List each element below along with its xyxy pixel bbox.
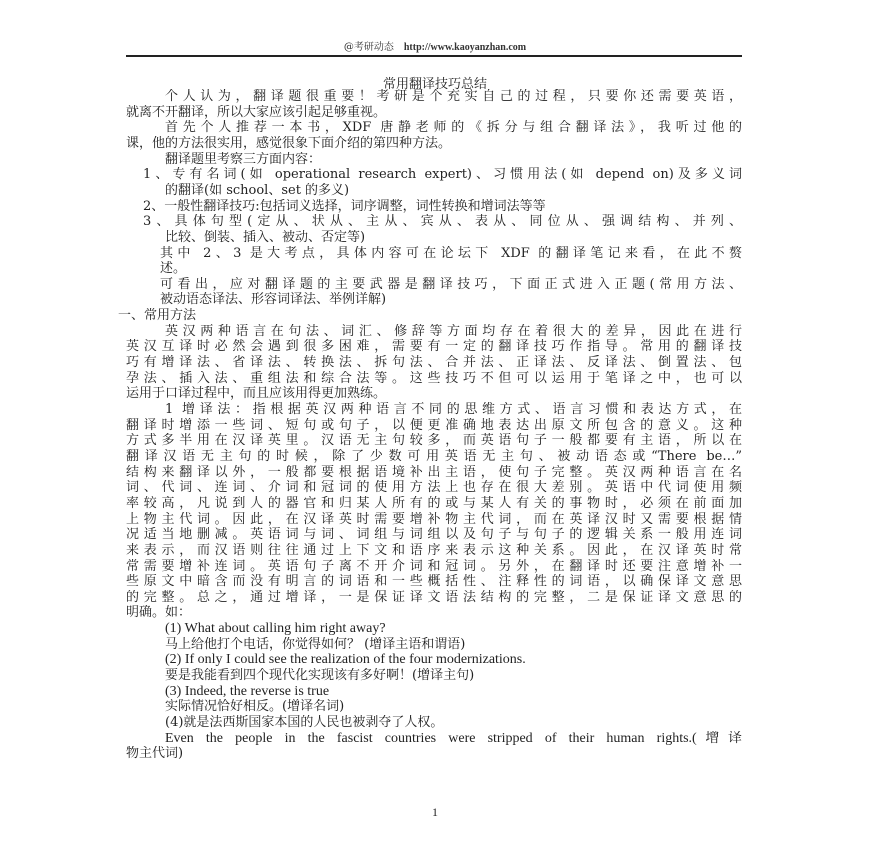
text-line: 实际情况恰好相反。(增译名词) — [165, 699, 345, 715]
text-line: 英汉两种语言在句法、词汇、修辞等方面均存在着很大的差异，因此在进行 — [165, 323, 742, 339]
text-line: 的完整。总之，通过增译，一是保证译文语法结构的完整，二是保证译文意思的 — [126, 589, 742, 605]
text-line: 英汉互译时必然会遇到很多困难，需要有一定的翻译技巧作指导。常用的翻译技 — [126, 339, 742, 355]
page-number: 1 — [432, 805, 438, 819]
text-line: 3、具体句型(定从、状从、主从、宾从、表从、同位从、强调结构、并列、 — [143, 214, 742, 230]
text-line: 常需要增补连词。英语句子离不开介词和冠词。另外，在翻译时还要注意增补一 — [126, 558, 742, 574]
text-line: (4)就是法西斯国家本国的人民也被剥夺了人权。 — [165, 715, 444, 730]
text-line: 来表示，而汉语则往往通过上下文和语序来表示这种关系。因此，在汉译英时常 — [126, 542, 742, 558]
text-line: 个人认为，翻译题很重要！考研是个充实自己的过程，只要你还需要英语， — [165, 89, 742, 104]
text-line: 率较高，凡说到人的器官和归某人所有的或与某人有关的事物时，必须在前面加 — [126, 495, 742, 511]
text-line: 况适当地删减。英语词与词、词组与词组以及句子与句子的逻辑关系一般用连词 — [126, 527, 742, 543]
text-line: 翻译汉语无主句的时候，除了少数可用英语无主句、被动语态或“There be…” — [126, 448, 742, 464]
text-line: 巧有增译法、省译法、转换法、拆句法、合并法、正译法、反译法、倒置法、包 — [126, 355, 742, 371]
text-line: 运用于口译过程中，而且应该用得更加熟练。 — [126, 386, 387, 402]
header-site: @考研动态 — [343, 42, 394, 53]
text-line: 物主代词) — [126, 746, 184, 762]
header-rule — [126, 55, 742, 57]
text-line: (2) If only I could see the realization of the four modernizations. — [165, 652, 526, 668]
header-url[interactable]: http://www.kaoyanzhan.com — [403, 42, 527, 53]
text-line: 被动语态译法、形容词译法、举例详解) — [160, 292, 387, 308]
text-line: 比较、倒装、插入、被动、否定等) — [165, 229, 366, 245]
text-line: (1) What about calling him right away? — [165, 621, 386, 637]
text-line: 首先个人推荐一本书，XDF 唐静老师的《拆分与组合翻译法》，我听过他的 — [165, 120, 742, 136]
document-title: 常用翻译技巧总结 — [382, 77, 487, 92]
text-line: 些原文中暗含而没有明言的词语和一些概括性、注释性的词语，以确保译文意思 — [126, 574, 742, 590]
text-line: Even the people in the fascist countries were stripped of their human rights.(增译 — [165, 730, 742, 746]
text-line: 翻译时增添一些词、短句或句子，以便更准确地表达出原文所包含的意义。这种 — [126, 417, 742, 433]
text-line: 就离不开翻译，所以大家应该引起足够重视。 — [126, 104, 387, 120]
text-line: 可看出，应对翻译题的主要武器是翻译技巧，下面正式进入正题(常用方法、 — [160, 276, 742, 292]
text-line: 马上给他打个电话，你觉得如何？ (增译主语和谓语) — [165, 636, 466, 652]
page-header — [0, 38, 870, 53]
text-line: 要是我能看到四个现代化实现该有多好啊！(增译主句) — [165, 668, 475, 684]
text-line: 明确。如： — [126, 605, 192, 621]
text-line: 其中 2、3 是大考点，具体内容可在论坛下 XDF 的翻译笔记来看，在此不赘 — [160, 245, 742, 261]
text-line: 一、常用方法 — [118, 308, 197, 324]
text-line: 翻译题里考察三方面内容： — [165, 151, 322, 167]
text-line: (3) Indeed, the reverse is true — [165, 683, 330, 699]
text-line: 的翻译(如 school、set 的多义) — [165, 182, 350, 198]
text-line: 方式多半用在汉译英里。汉语无主句较多，而英语句子一般都要有主语，所以在 — [126, 433, 742, 449]
text-line: 孕法、插入法、重组法和综合法等。这些技巧不但可以运用于笔译之中，也可以 — [126, 370, 742, 386]
text-line: 2、一般性翻译技巧:包括词义选择，词序调整，词性转换和增词法等等 — [143, 198, 546, 214]
text-line: 词、代词、连词、介词和冠词的使用方法上也存在很大差别。英语中代词使用频 — [126, 480, 742, 496]
text-line: 述。 — [160, 261, 187, 277]
text-line: 1 增译法：指根据英汉两种语言不同的思维方式、语言习惯和表达方式，在 — [165, 402, 742, 417]
text-line: 课，他的方法很实用，感觉很象下面介绍的第四种方法。 — [126, 135, 452, 151]
text-line: 1、专有名词(如 operational research expert)、习惯用法(如 depend on)及多义词 — [143, 167, 742, 183]
text-line: 结构来翻译以外，一般都要根据语境补出主语，使句子完整。英汉两种语言在名 — [126, 464, 742, 480]
text-line: 上物主代词。因此，在汉译英时需要增补物主代词，而在英译汉时又需要根据情 — [126, 511, 742, 527]
